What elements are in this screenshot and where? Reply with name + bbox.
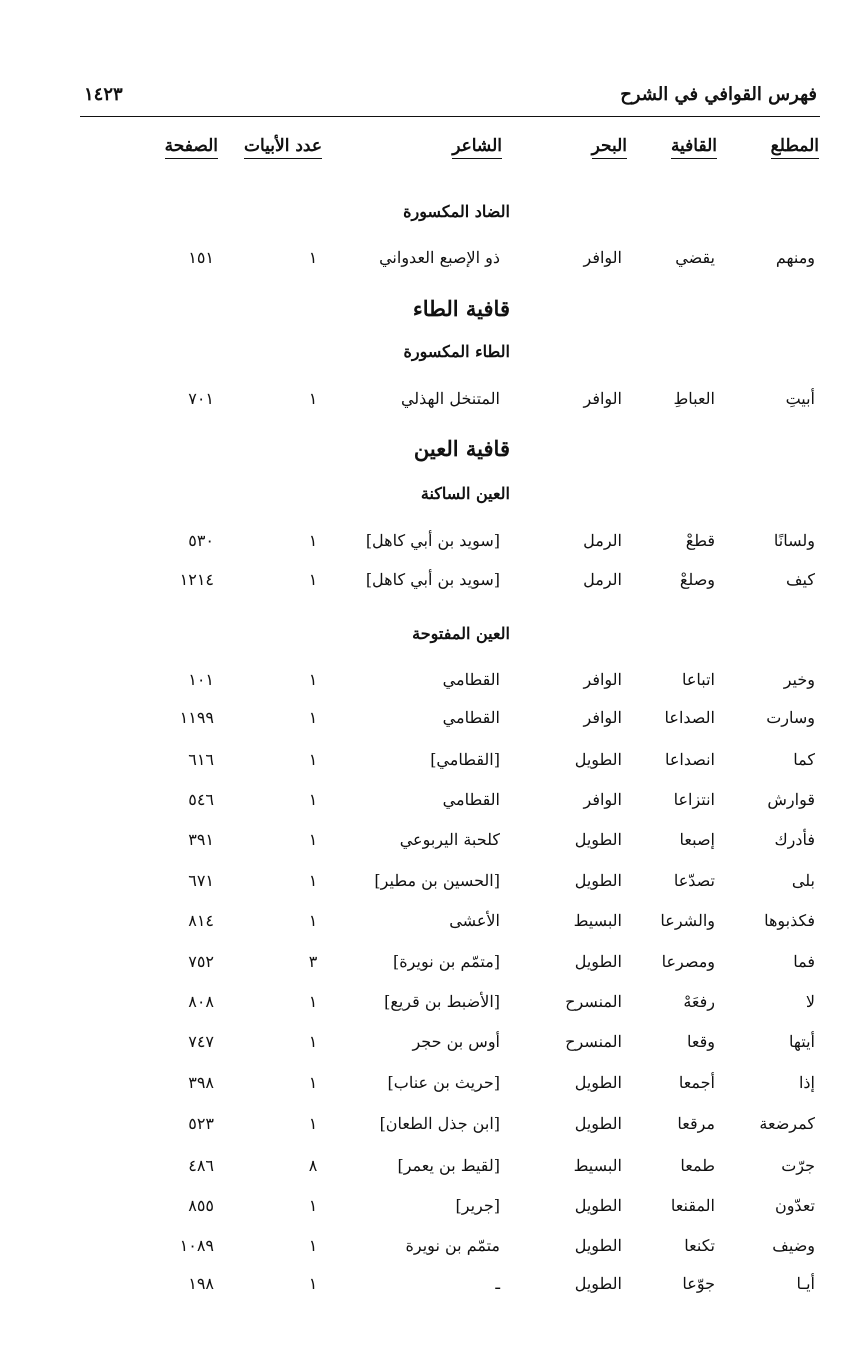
entry-verse-count: ١ (308, 1073, 318, 1092)
entry-poet: [سويد بن أبي كاهل] (365, 531, 500, 550)
entry-opening: وخير (783, 670, 815, 689)
entry-page: ٨١٤ (188, 911, 214, 930)
entry-verse-count: ١ (308, 1274, 318, 1293)
entry-page: ١١٩٩ (179, 708, 214, 727)
entry-poet: القطامي (442, 708, 500, 727)
entry-poet: [ابن جذل الطعان] (379, 1114, 500, 1133)
entry-verse-count: ٨ (308, 1156, 318, 1175)
entry-page: ٧٥٢ (188, 952, 214, 971)
entry-poet: ذو الإصبع العدواني (379, 248, 500, 267)
column-heading-poet: الشاعر (452, 136, 502, 159)
entry-rhyme: وقعا (687, 1032, 715, 1051)
running-title: فهرس القوافي في الشرح (620, 84, 817, 105)
entry-poet: [متمّم بن نويرة] (393, 952, 500, 971)
entry-page: ١٠٨٩ (179, 1236, 214, 1255)
entry-opening: فأدرك (774, 830, 815, 849)
entry-poet: [الأضبط بن قريع] (384, 992, 500, 1011)
entry-rhyme: قطعْ (685, 531, 715, 550)
section-heading: قافية العين (413, 436, 510, 461)
entry-meter: الطويل (574, 830, 622, 849)
entry-opening: تعدّون (774, 1196, 815, 1215)
entry-page: ٣٩٨ (188, 1073, 214, 1092)
entry-meter: الطويل (574, 1274, 622, 1293)
entry-page: ٣٩١ (188, 830, 214, 849)
entry-rhyme: يقضي (675, 248, 715, 267)
entry-verse-count: ١ (308, 570, 318, 589)
entry-poet: المتنخل الهذلي (400, 389, 500, 408)
entry-verse-count: ١ (308, 531, 318, 550)
entry-poet: [جرير] (455, 1196, 500, 1215)
entry-opening: لا (805, 992, 815, 1011)
column-heading-opening: المطلع (771, 136, 819, 159)
entry-meter: الرمل (583, 570, 622, 589)
entry-verse-count: ١ (308, 248, 318, 267)
entry-verse-count: ١ (308, 992, 318, 1011)
entry-rhyme: المقنعا (670, 1196, 715, 1215)
entry-meter: الطويل (574, 1073, 622, 1092)
entry-page: ٧٠١ (188, 389, 214, 408)
entry-poet: أوس بن حجر (412, 1032, 500, 1051)
entry-rhyme: والشرعا (660, 911, 715, 930)
entry-verse-count: ١ (308, 911, 318, 930)
entry-page: ٨٠٨ (188, 992, 214, 1011)
entry-rhyme: الصداعا (664, 708, 715, 727)
entry-meter: البسيط (573, 911, 622, 930)
entry-meter: الطويل (574, 1196, 622, 1215)
entry-rhyme: العباطِ (673, 389, 715, 408)
entry-rhyme: وصلعْ (679, 570, 715, 589)
entry-opening: أبيتِ (785, 389, 815, 408)
entry-verse-count: ١ (308, 1114, 318, 1133)
entry-meter: الوافر (583, 248, 622, 267)
entry-poet: متمّم بن نويرة (405, 1236, 500, 1255)
entry-poet: [لقيط بن يعمر] (397, 1156, 500, 1175)
entry-opening: جرّت (781, 1156, 815, 1175)
entry-poet: [حريث بن عناب] (387, 1073, 500, 1092)
entry-meter: المنسرح (565, 1032, 622, 1051)
entry-opening: إذا (798, 1073, 815, 1092)
entry-poet: القطامي (442, 670, 500, 689)
entry-rhyme: أجمعا (678, 1073, 715, 1092)
entry-meter: الطويل (574, 952, 622, 971)
header-rule (80, 116, 820, 117)
entry-opening: قوارش (767, 790, 815, 809)
entry-opening: كمرضعة (759, 1114, 815, 1133)
entry-verse-count: ١ (308, 1196, 318, 1215)
entry-opening: ولسانًا (773, 531, 815, 550)
entry-rhyme: اتباعا (681, 670, 715, 689)
entry-poet: [سويد بن أبي كاهل] (365, 570, 500, 589)
section-heading: قافية الطاء (412, 296, 510, 321)
entry-page: ٥٣٠ (188, 531, 214, 550)
section-heading: الضاد المكسورة (403, 202, 510, 221)
entry-rhyme: مرقعا (677, 1114, 715, 1133)
page-number: ١٤٢٣ (84, 84, 123, 105)
entry-opening: أيـا (796, 1274, 815, 1293)
entry-rhyme: انصداعا (664, 750, 715, 769)
entry-verse-count: ١ (308, 708, 318, 727)
entry-opening: فكذبوها (764, 911, 815, 930)
entry-verse-count: ١ (308, 830, 318, 849)
entry-meter: الوافر (583, 790, 622, 809)
entry-rhyme: طمعا (680, 1156, 715, 1175)
entry-poet: كلحبة اليربوعي (399, 830, 500, 849)
entry-verse-count: ١ (308, 389, 318, 408)
column-heading-verse-count: عدد الأبيات (244, 136, 322, 159)
entry-opening: بلى (791, 871, 815, 890)
column-heading-rhyme: القافية (671, 136, 717, 159)
entry-verse-count: ١ (308, 670, 318, 689)
entry-verse-count: ١ (308, 1236, 318, 1255)
entry-poet: [الحسين بن مطير] (374, 871, 500, 890)
entry-meter: الطويل (574, 1114, 622, 1133)
entry-poet: [القطامي] (430, 750, 500, 769)
entry-meter: البسيط (573, 1156, 622, 1175)
entry-verse-count: ١ (308, 790, 318, 809)
entry-page: ٥٢٣ (188, 1114, 214, 1133)
entry-rhyme: جوّعا (682, 1274, 715, 1293)
entry-page: ١٩٨ (188, 1274, 214, 1293)
entry-rhyme: انتزاعا (673, 790, 715, 809)
entry-poet: الأعشى (449, 911, 500, 930)
entry-verse-count: ١ (308, 750, 318, 769)
entry-meter: الوافر (583, 708, 622, 727)
entry-poet: ـ (495, 1274, 500, 1293)
section-heading: الطاء المكسورة (403, 342, 510, 361)
entry-opening: وضيف (772, 1236, 815, 1255)
entry-opening: وسارت (766, 708, 815, 727)
entry-page: ٥٤٦ (188, 790, 214, 809)
entry-rhyme: ومصرعا (661, 952, 715, 971)
entry-opening: ومنهم (775, 248, 815, 267)
entry-opening: فما (793, 952, 815, 971)
column-heading-page: الصفحة (165, 136, 218, 159)
entry-verse-count: ١ (308, 1032, 318, 1051)
entry-page: ١٠١ (188, 670, 214, 689)
entry-opening: كما (793, 750, 815, 769)
entry-page: ٦٧١ (188, 871, 214, 890)
entry-page: ٨٥٥ (188, 1196, 214, 1215)
entry-page: ٤٨٦ (188, 1156, 214, 1175)
entry-meter: الطويل (574, 750, 622, 769)
entry-rhyme: رفعَهْ (683, 992, 715, 1011)
entry-meter: الطويل (574, 1236, 622, 1255)
entry-meter: المنسرح (565, 992, 622, 1011)
entry-poet: القطامي (442, 790, 500, 809)
entry-meter: الوافر (583, 389, 622, 408)
section-heading: العين المفتوحة (412, 624, 510, 643)
entry-rhyme: تصدّعا (673, 871, 715, 890)
entry-page: ١٥١ (188, 248, 214, 267)
entry-meter: الطويل (574, 871, 622, 890)
entry-page: ٧٤٧ (188, 1032, 214, 1051)
entry-meter: الوافر (583, 670, 622, 689)
entry-opening: أيتها (789, 1032, 815, 1051)
entry-opening: كيف (785, 570, 815, 589)
entry-verse-count: ٣ (308, 952, 318, 971)
entry-page: ١٢١٤ (179, 570, 214, 589)
entry-page: ٦١٦ (188, 750, 214, 769)
entry-verse-count: ١ (308, 871, 318, 890)
entry-rhyme: إصبعا (679, 830, 715, 849)
entry-rhyme: تكنعا (684, 1236, 715, 1255)
entry-meter: الرمل (583, 531, 622, 550)
column-heading-meter: البحر (592, 136, 627, 159)
section-heading: العين الساكنة (420, 484, 510, 503)
